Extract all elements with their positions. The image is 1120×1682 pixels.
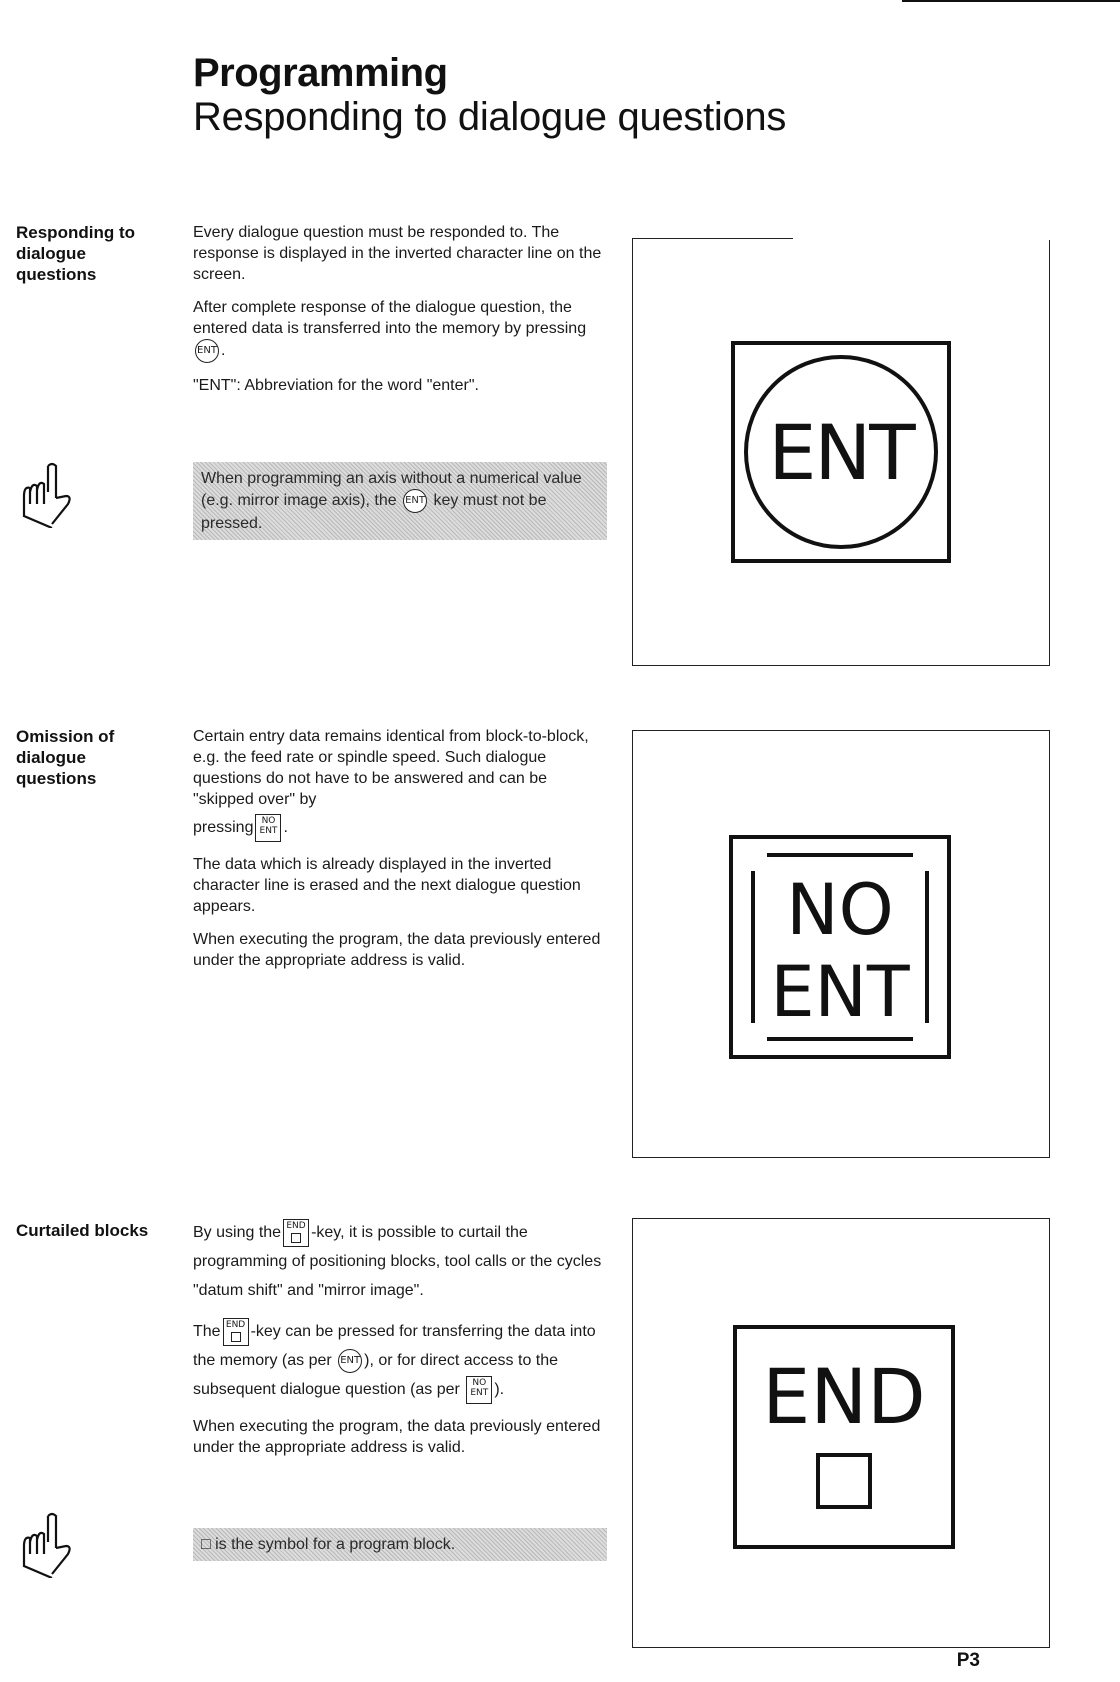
page-subtitle: Responding to dialogue questions bbox=[193, 95, 787, 139]
key-text: ENT bbox=[259, 826, 278, 836]
text: -key can be pressed for transferring the data into the memory (as per bbox=[193, 1323, 596, 1369]
text: The bbox=[193, 1323, 221, 1340]
block-icon bbox=[291, 1233, 301, 1243]
note-box-ent bbox=[193, 462, 607, 540]
bar bbox=[767, 853, 913, 857]
section-body-responding bbox=[193, 222, 603, 408]
end-label: END bbox=[762, 1352, 926, 1441]
paragraph: When executing the program, the data previously entered under the appropriate address is valid. bbox=[193, 1418, 601, 1456]
text: By using the bbox=[193, 1224, 282, 1241]
text: pressing bbox=[193, 819, 254, 837]
no-ent-key-face bbox=[743, 853, 937, 1041]
paragraph bbox=[193, 1317, 603, 1404]
text: When programming an axis without a numerical value (e.g. mirror image axis), the bbox=[201, 470, 582, 510]
ent-label: ENT bbox=[770, 951, 910, 1033]
ent-key-icon: ENT bbox=[195, 339, 219, 363]
page-title: Programming bbox=[193, 51, 448, 95]
ent-key-icon: ENT bbox=[403, 489, 427, 513]
paragraph: pressing NO ENT . bbox=[193, 814, 603, 842]
no-ent-key-icon bbox=[466, 1376, 492, 1404]
ent-key-label: ENT bbox=[744, 355, 938, 549]
pointing-hand-icon bbox=[18, 458, 78, 528]
note-box-block-symbol: □ is the symbol for a program block. bbox=[193, 1528, 607, 1561]
section-heading-omission: Omission of dialogue questions bbox=[16, 727, 115, 788]
key-text: NO bbox=[261, 816, 276, 826]
key-text: ENT bbox=[470, 1387, 489, 1398]
end-key-icon bbox=[283, 1219, 309, 1247]
end-key-illustration bbox=[733, 1325, 955, 1549]
paragraph bbox=[193, 297, 603, 363]
paragraph: "ENT": Abbreviation for the word "enter". bbox=[193, 377, 479, 394]
text: ), or for direct access to the subsequent dialogue question (as per bbox=[193, 1352, 559, 1398]
key-text: END bbox=[225, 1319, 246, 1330]
paragraph: When executing the program, the data previously entered under the appropriate address is valid. bbox=[193, 931, 601, 969]
paragraph: Certain entry data remains identical from block-to-block, e.g. the feed rate or spindle speed. Such dialogue questions do not have to be answered and can be "skipped over" by bbox=[193, 728, 589, 808]
frame-gap bbox=[793, 237, 1051, 240]
block-icon bbox=[231, 1332, 241, 1342]
bar bbox=[767, 1037, 913, 1041]
pointing-hand-icon bbox=[18, 1508, 78, 1578]
no-ent-key-icon bbox=[255, 814, 281, 842]
key-text: END bbox=[286, 1220, 306, 1231]
ent-key-icon: ENT bbox=[338, 1349, 362, 1373]
text: After complete response of the dialogue question, the entered data is transferred into the memory by pressing bbox=[193, 299, 587, 337]
paragraph: Every dialogue question must be responded to. The response is displayed in the inverted character line on the screen. bbox=[193, 224, 602, 283]
section-heading-curtailed: Curtailed blocks bbox=[16, 1221, 149, 1240]
section-body-curtailed bbox=[193, 1218, 603, 1470]
block-symbol-icon bbox=[816, 1453, 872, 1509]
text: -key, it is possible to curtail the programming of positioning blocks, tool calls or the cycles "datum shift" and "mirror image". bbox=[193, 1224, 602, 1299]
figure-frame-ent bbox=[632, 238, 1050, 666]
text: key must not be pressed. bbox=[201, 492, 547, 532]
section-body-omission bbox=[193, 726, 603, 983]
figure-frame-no-ent bbox=[632, 730, 1050, 1158]
end-key-icon bbox=[223, 1318, 249, 1346]
figure-frame-end bbox=[632, 1218, 1050, 1648]
paragraph bbox=[193, 1218, 603, 1305]
no-label: NO bbox=[786, 869, 894, 951]
no-ent-key-illustration bbox=[729, 835, 951, 1059]
section-heading-responding: Responding to dialogue questions bbox=[16, 223, 135, 284]
top-rule bbox=[902, 0, 1120, 2]
text: ). bbox=[494, 1381, 505, 1398]
page-number: P3 bbox=[956, 1650, 980, 1671]
text: . bbox=[221, 342, 226, 360]
ent-key-illustration bbox=[731, 341, 951, 563]
paragraph: The data which is already displayed in the inverted character line is erased and the next dialogue question appears. bbox=[193, 856, 581, 915]
key-text: NO bbox=[472, 1377, 487, 1388]
